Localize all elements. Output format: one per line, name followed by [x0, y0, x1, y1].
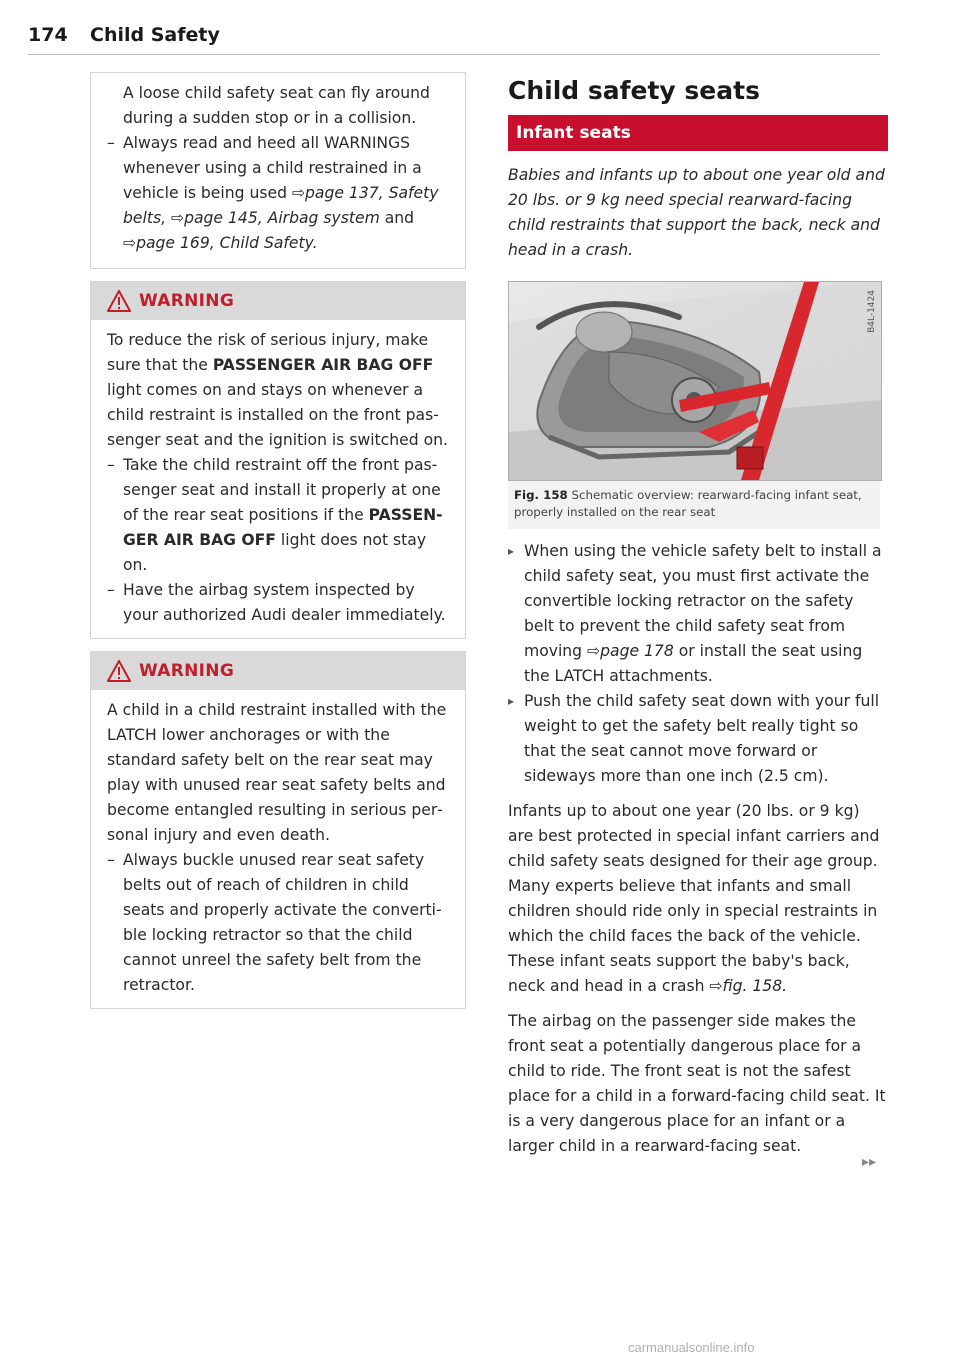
list-item: – Take the child restraint off the front passenger seat and install it properly at one of the rear seat positions if the PASSENGER AIR BAG OFF light does not stay on. [107, 453, 449, 578]
main-heading: Child safety seats [508, 76, 760, 105]
warning-text: To reduce the risk of serious injury, make sure that the PASSENGER AIR BAG OFF light comes on and stays on whenever a child restraint is installed on the front passenger seat and the ignition is switched on. [107, 331, 448, 449]
paragraph: The airbag on the passenger side makes the front seat a potentially dangerous place for a child to ride. The front seat is not the safest place for a child in a forward-facing child seat. It is a very dangerous place for an infant or a larger child in a rearward-facing seat. [508, 1012, 886, 1155]
list-item: ▸ When using the vehicle safety belt to install a child safety seat, you must first activate the convertible locking retractor on the safety belt to prevent the child safety seat from moving ⇨page 178 or install the seat using the LATCH attachments. [508, 539, 888, 689]
lead-text: Babies and infants up to about one year old and 20 lbs. or 9 kg need special rearward-facing child restraints that support the back, neck and head in a crash. [508, 166, 885, 259]
warning-box-2 [90, 651, 466, 1009]
list-item: – Always read and heed all WARNINGS whenever using a child restrained in a vehicle is being used ⇨page 137, Safety belts, ⇨page 145, Airbag system and ⇨page 169, Child Safety. [107, 131, 449, 256]
infant-seat-illustration [509, 282, 881, 480]
subheading-bar: Infant seats [508, 115, 888, 151]
list-item: – Have the airbag system inspected by your authorized Audi dealer immediately. [107, 578, 449, 628]
xref-link[interactable]: page 169, Child Safety. [136, 234, 318, 252]
warning-list [107, 848, 449, 998]
xref-link[interactable]: fig. 158. [722, 977, 788, 995]
xref-link[interactable]: page 137, Safety belts, [123, 184, 439, 227]
section-title: Child Safety [90, 24, 220, 46]
caption-text: Schematic overview: rearward-facing infant seat, properly installed on the rear seat [514, 488, 862, 519]
warning-header [91, 282, 465, 320]
intro-list [107, 131, 449, 256]
list-item: – Always buckle unused rear seat safety belts out of reach of children in child seats and properly activate the convertible locking retractor so that the child cannot unreel the safety belt from the retractor. [107, 848, 449, 998]
left-column [90, 72, 466, 1009]
xref-link[interactable]: page 145, Airbag system [184, 209, 380, 227]
watermark: carmanualsonline.info [628, 1340, 755, 1355]
page-header [28, 18, 880, 55]
continue-arrow-icon: ▸▸ [862, 1154, 877, 1170]
page-number: 174 [28, 24, 68, 46]
figure-caption [508, 481, 880, 529]
figure-infant-seat [508, 281, 882, 481]
right-column [508, 72, 888, 1159]
warning-triangle-icon [107, 290, 131, 312]
warning-title: WARNING [139, 661, 235, 681]
warning-box-1 [90, 281, 466, 639]
warning-body [91, 320, 465, 638]
warning-text: A child in a child restraint installed with the LATCH lower anchorages or with the standard safety belt on the rear seat may play with unused rear seat safety belts and become entangled resulting in serious personal injury and even death. [107, 701, 447, 844]
xref-link[interactable]: page 178 [600, 642, 674, 660]
caption-label: Fig. 158 [514, 488, 568, 502]
warning-title: WARNING [139, 291, 235, 311]
warning-list [107, 453, 449, 628]
instruction-list [508, 539, 888, 789]
continued-note-box [90, 72, 466, 269]
paragraph: Infants up to about one year (20 lbs. or 9 kg) are best protected in special infant carriers and child safety seats designed for their age group. Many experts believe that infants and small children should ride only in special restraints in which the child faces the back of the vehicle. These infant seats support the baby's back, neck and head in a crash ⇨fig. 158. [508, 802, 880, 995]
list-item: ▸ Push the child safety seat down with your full weight to get the safety belt really tight so that the seat cannot move forward or sideways more than one inch (2.5 cm). [508, 689, 888, 789]
figure-id: B4L-1424 [867, 290, 877, 333]
warning-header [91, 652, 465, 690]
warning-triangle-icon [107, 660, 131, 682]
warning-body [91, 690, 465, 1008]
intro-text: A loose child safety seat can fly around during a sudden stop or in a collision. [123, 84, 430, 127]
